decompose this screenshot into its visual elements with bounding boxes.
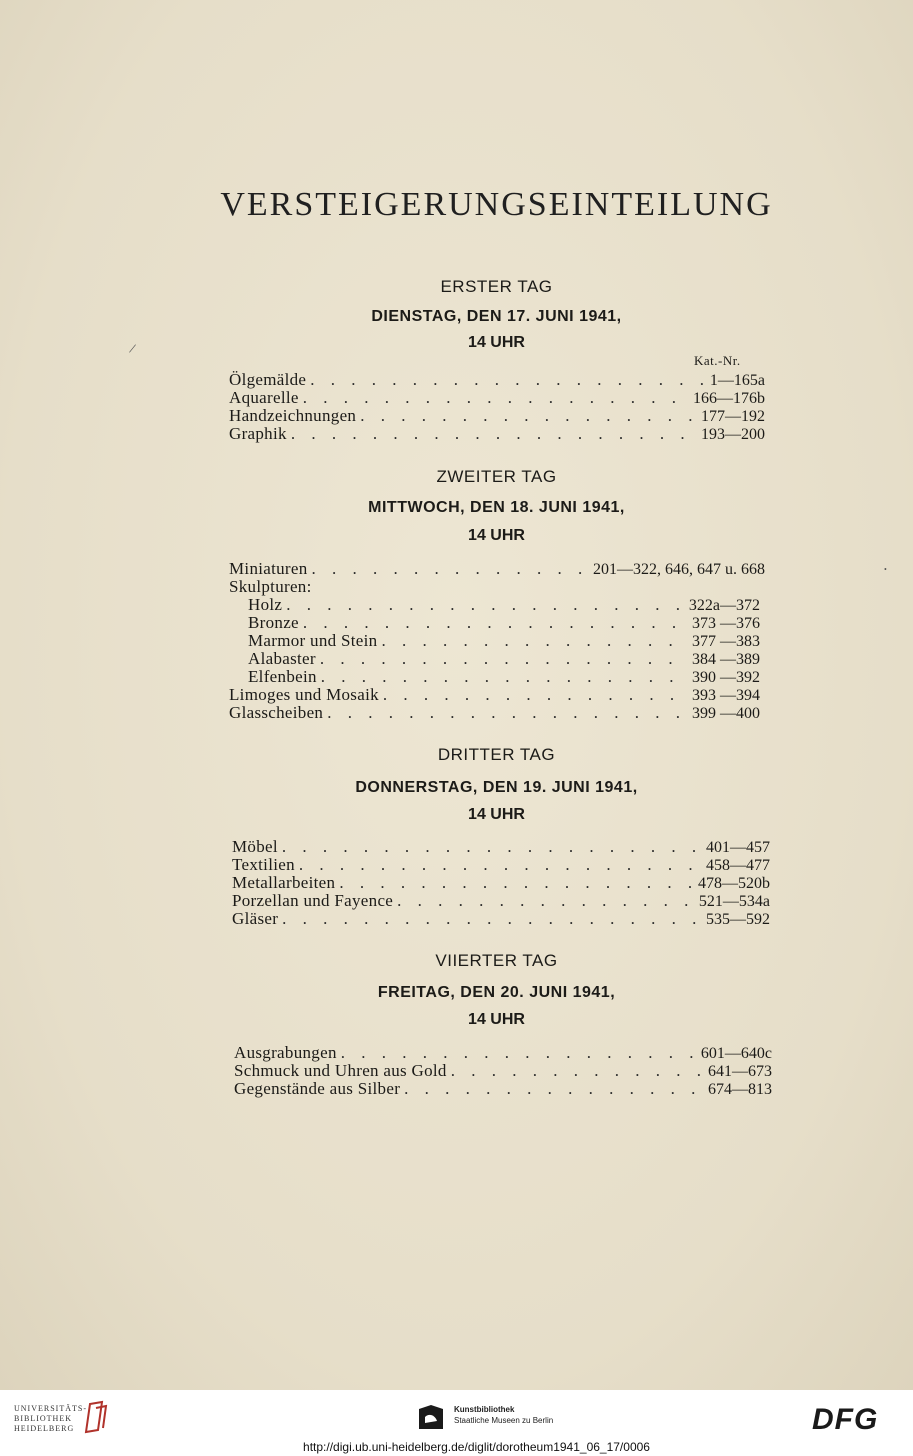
item-label: Glasscheiben [229, 703, 324, 722]
list-item [232, 856, 770, 874]
day-date-3: DONNERSTAG, DEN 19. JUNI 1941, [355, 779, 638, 796]
day-time-1: 14 UHR [468, 334, 525, 351]
list-item [248, 614, 760, 632]
item-range: 458—477 [706, 857, 770, 874]
day-heading-1: ERSTER TAG [440, 277, 553, 296]
item-label: Ausgrabungen [234, 1043, 337, 1062]
item-label: Marmor und Stein [248, 631, 378, 650]
leader-dots [282, 910, 702, 928]
item-label: Gläser [232, 909, 279, 928]
day-time-3: 14 UHR [468, 806, 525, 823]
leader-dots [451, 1062, 704, 1080]
list-item [232, 892, 770, 910]
university-library-logo[interactable] [14, 1404, 87, 1434]
item-range: 478—520b [698, 875, 770, 892]
leader-dots [339, 874, 694, 892]
dfg-logo[interactable]: DFG [812, 1403, 879, 1436]
list-item [234, 1080, 772, 1098]
item-range: 401—457 [706, 839, 770, 856]
item-range: 674—813 [708, 1081, 772, 1098]
scan-mark: • [884, 565, 887, 574]
list-item [229, 389, 765, 407]
item-range: 373 —376 [692, 615, 760, 632]
day-heading-3: DRITTER TAG [437, 745, 556, 764]
catalog-number-header: Kat.-Nr. [694, 353, 741, 368]
leader-dots [321, 668, 688, 686]
leader-dots [360, 407, 697, 425]
leader-dots [404, 1080, 704, 1098]
list-item [229, 407, 765, 425]
item-label: Handzeichnungen [229, 406, 357, 425]
leader-dots [381, 632, 688, 650]
item-label: Elfenbein [248, 667, 317, 686]
item-label: Möbel [232, 837, 278, 856]
item-label: Aquarelle [229, 388, 299, 407]
list-item [229, 704, 760, 722]
day-time-4: 14 UHR [468, 1011, 525, 1028]
library-line: HEIDELBERG [14, 1424, 75, 1433]
leader-dots [320, 650, 688, 668]
item-label: Metallarbeiten [232, 873, 336, 892]
item-label: Holz [248, 595, 283, 614]
kunstbibliothek-logo-icon [417, 1403, 445, 1431]
item-range: 193—200 [701, 426, 765, 443]
list-item [232, 838, 770, 856]
item-range: 201—322, 646, 647 u. 668 [593, 561, 765, 578]
item-label: Limoges und Mosaik [229, 685, 379, 704]
page-title: VERSTEIGERUNGSEINTEILUNG [220, 186, 773, 223]
item-range: 535—592 [706, 911, 770, 928]
leader-dots [327, 704, 688, 722]
item-range: 393 —394 [692, 687, 760, 704]
library-line: UNIVERSITÄTS- [14, 1404, 87, 1413]
list-item [248, 668, 760, 686]
list-item [234, 1044, 772, 1062]
leader-dots [286, 596, 685, 614]
item-range: 166—176b [693, 390, 765, 407]
kunstbibliothek-label[interactable] [454, 1404, 553, 1426]
item-label: Bronze [248, 613, 299, 632]
kb-title: Kunstbibliothek [454, 1405, 515, 1414]
item-label: Graphik [229, 424, 287, 443]
item-label: Gegenstände aus Silber [234, 1079, 401, 1098]
item-label: Schmuck und Uhren aus Gold [234, 1061, 447, 1080]
leader-dots [310, 371, 706, 389]
library-line: BIBLIOTHEK [14, 1414, 72, 1423]
kb-subtitle: Staatliche Museen zu Berlin [454, 1416, 554, 1425]
item-range: 521—534a [698, 893, 770, 910]
list-item [229, 686, 760, 704]
list-item [248, 596, 760, 614]
leader-dots [291, 425, 697, 443]
list-item [229, 425, 765, 443]
item-range: 390 —392 [692, 669, 760, 686]
item-range: 377 —383 [692, 633, 760, 650]
day-heading-4: VIIERTER TAG [435, 951, 558, 970]
library-emblem-icon [84, 1400, 110, 1434]
list-item [248, 632, 760, 650]
list-item [248, 650, 760, 668]
day-date-2: MITTWOCH, DEN 18. JUNI 1941, [368, 499, 625, 516]
item-label: Miniaturen [229, 559, 308, 578]
item-label: Porzellan und Fayence [232, 891, 394, 910]
item-range: 641—673 [708, 1063, 772, 1080]
leader-dots [383, 686, 688, 704]
item-label: Textilien [232, 855, 295, 874]
leader-dots [282, 838, 702, 856]
leader-dots [397, 892, 695, 910]
leader-dots [303, 389, 689, 407]
list-item [229, 560, 765, 578]
list-item [232, 874, 770, 892]
source-url[interactable]: http://digi.ub.uni-heidelberg.de/diglit/dorotheum1941_06_17/0006 [303, 1440, 650, 1454]
scan-mark: / [127, 341, 137, 358]
subheading-skulpturen: Skulpturen: [229, 577, 312, 596]
item-range: 399 —400 [692, 705, 760, 722]
list-item [234, 1062, 772, 1080]
day-time-2: 14 UHR [468, 527, 525, 544]
day-date-1: DIENSTAG, DEN 17. JUNI 1941, [371, 308, 622, 325]
leader-dots [303, 614, 688, 632]
item-range: 601—640c [700, 1045, 772, 1062]
day-date-4: FREITAG, DEN 20. JUNI 1941, [377, 984, 616, 1001]
item-range: 384 —389 [692, 651, 760, 668]
day-heading-2: ZWEITER TAG [436, 467, 557, 486]
item-label: Alabaster [248, 649, 316, 668]
item-range: 177—192 [701, 408, 765, 425]
list-item [229, 371, 765, 389]
list-item [232, 910, 770, 928]
item-range: 1—165a [709, 372, 765, 389]
item-label: Ölgemälde [229, 370, 307, 389]
leader-dots [299, 856, 702, 874]
leader-dots [312, 560, 589, 578]
item-range: 322a—372 [688, 597, 760, 614]
leader-dots [341, 1044, 697, 1062]
